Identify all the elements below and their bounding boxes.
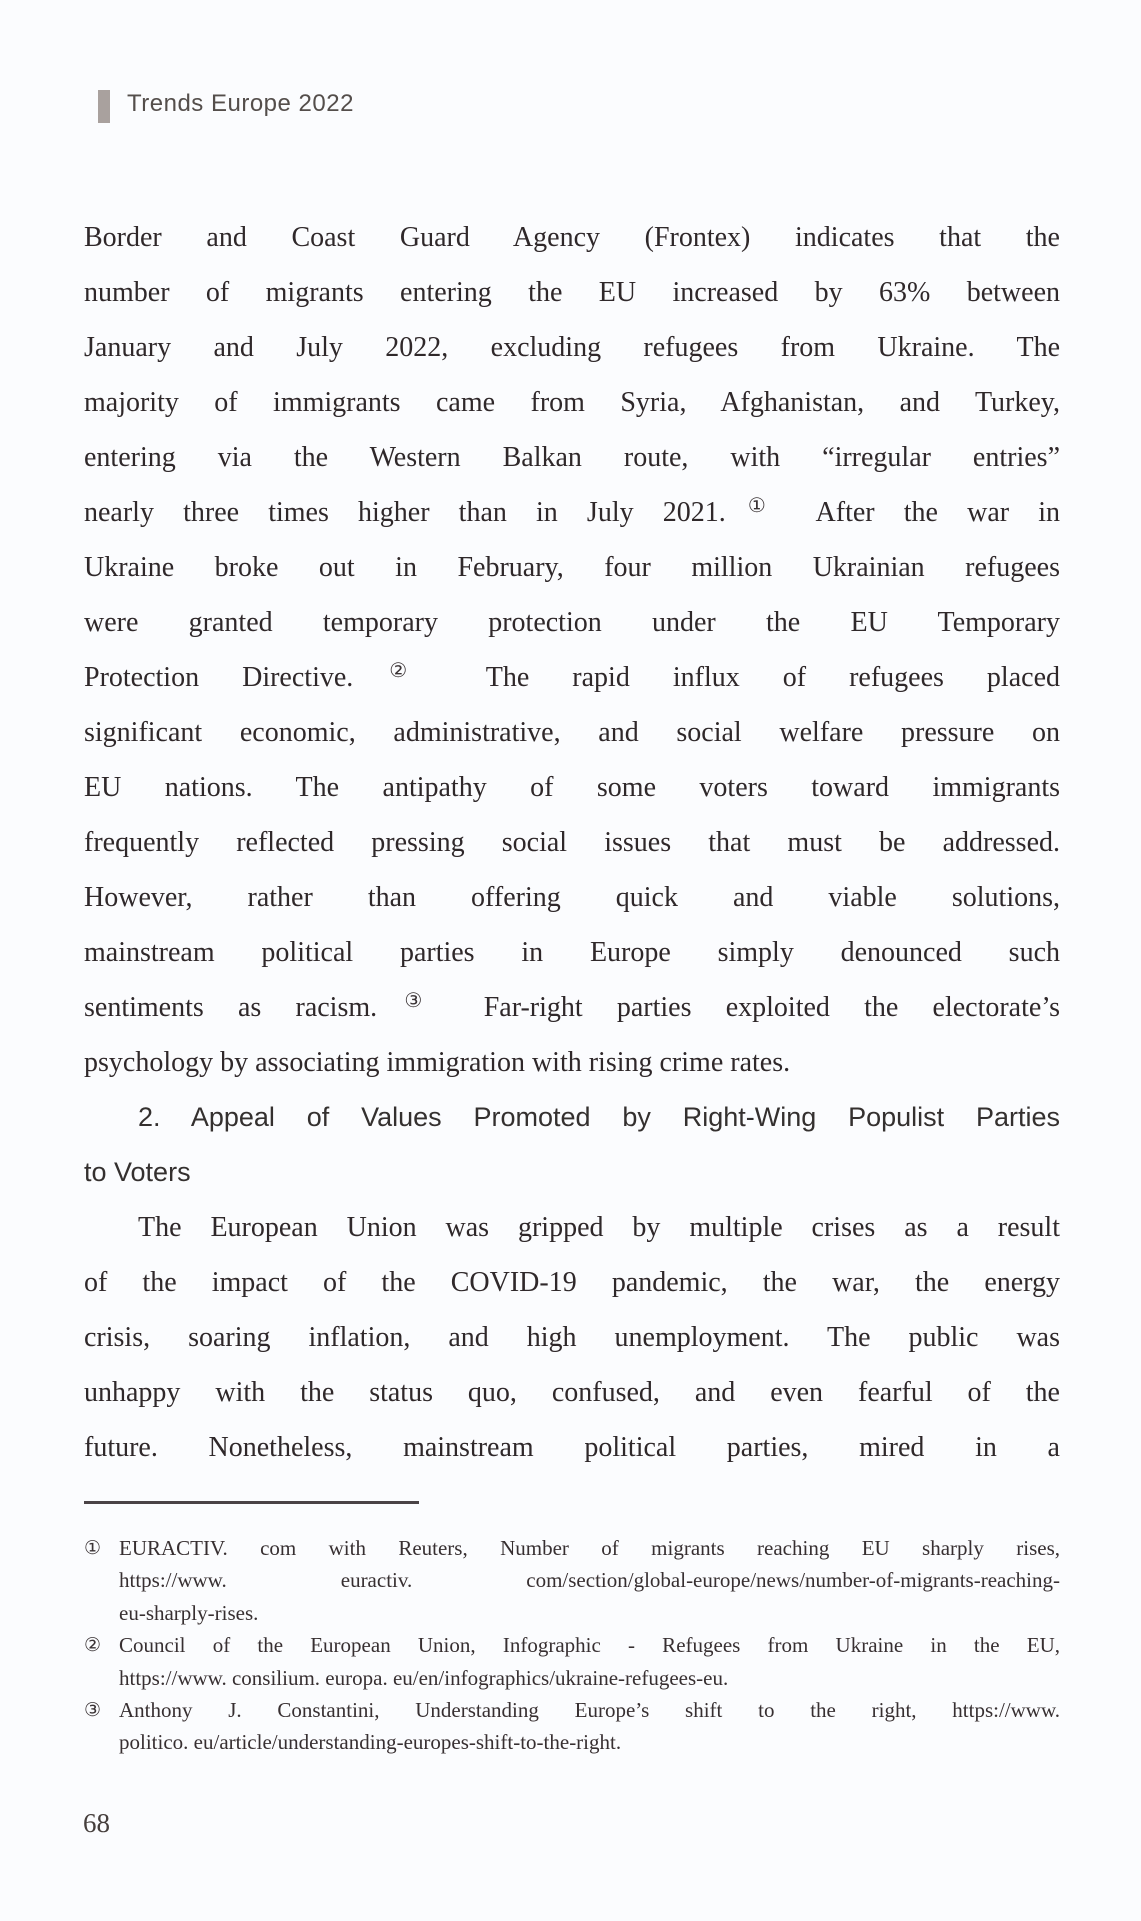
section-heading-line: 2. Appeal of Values Promoted by Right-Wing Populist Parties [138,1102,1060,1132]
footnote-line: Anthony J. Constantini, Understanding Europe’s shift to the right, https://www. [119,1698,1060,1723]
body-line: crisis, soaring inflation, and high unemployment. The public was [84,1322,1060,1353]
body-line: psychology by associating immigration with rising crime rates. [84,1047,791,1078]
footnote-line: eu-sharply-rises. [119,1600,259,1625]
body-line-text: nearly three times higher than in July 2021. [84,497,726,528]
body-line: January and July 2022, excluding refugees from Ukraine. The [84,332,1060,363]
body-line: were granted temporary protection under the EU Temporary [84,607,1060,638]
body-line [84,980,1060,1035]
body-line: mainstream political parties in Europe simply denounced such [84,937,1060,968]
footnote-line: https://www. consilium. europa. eu/en/infographics/ukraine-refugees-eu. [119,1665,729,1690]
body-line: significant economic, administrative, and social welfare pressure on [84,717,1060,748]
body-line: number of migrants entering the EU increased by 63% between [84,277,1060,308]
body-line-text: After the war in [787,497,1060,528]
body-line-text: Far-right parties exploited the electorate’s [449,992,1060,1023]
footnote-marker-1: ① [725,493,788,517]
body-line: However, rather than offering quick and viable solutions, [84,882,1060,913]
body-line: of the impact of the COVID-19 pandemic, the war, the energy [84,1267,1060,1298]
footnote-marker-2: ② [353,658,444,682]
body-line [84,485,1060,540]
footnote-3 [84,1694,1060,1759]
section-heading-line: to Voters [84,1157,191,1187]
footnotes [84,1532,1060,1759]
body-line-text: sentiments as racism. [84,992,378,1023]
footnote-2 [84,1629,1060,1694]
header-accent-bar [98,90,110,123]
footnote-marker-3: ③ [377,988,450,1012]
footnote-1-marker: ① [84,1537,102,1559]
footnote-line: https://www. euractiv. com/section/global-europe/news/number-of-migrants-reaching- [119,1568,1060,1593]
footnote-3-marker: ③ [84,1699,102,1722]
body-line: future. Nonetheless, mainstream political parties, mired in a [84,1432,1060,1463]
body-line: EU nations. The antipathy of some voters toward immigrants [84,772,1060,803]
body-line: unhappy with the status quo, confused, and even fearful of the [84,1377,1060,1408]
footnote-separator [84,1501,419,1504]
footnote-1 [84,1532,1060,1629]
body-line-text: The rapid influx of refugees placed [443,662,1060,693]
body-line: majority of immigrants came from Syria, Afghanistan, and Turkey, [84,387,1060,418]
header-title: Trends Europe 2022 [127,90,354,117]
page-number: 68 [83,1808,110,1838]
footnote-2-marker: ② [84,1634,102,1657]
footnote-line: Council of the European Union, Infographic - Refugees from Ukraine in the EU, [119,1633,1060,1658]
body-line: The European Union was gripped by multiple crises as a result [138,1212,1060,1243]
body-text [84,210,1060,1475]
body-line-text: Protection Directive. [84,662,354,693]
body-line: Border and Coast Guard Agency (Frontex) indicates that the [84,222,1060,253]
footnote-line: politico. eu/article/understanding-europes-shift-to-the-right. [119,1730,622,1755]
body-line: frequently reflected pressing social issues that must be addressed. [84,827,1060,858]
body-line [84,650,1060,705]
body-line: entering via the Western Balkan route, with “irregular entries” [84,442,1060,473]
body-line: Ukraine broke out in February, four million Ukrainian refugees [84,552,1060,583]
footnote-line: EURACTIV. com with Reuters, Number of migrants reaching EU sharply rises, [119,1536,1060,1560]
